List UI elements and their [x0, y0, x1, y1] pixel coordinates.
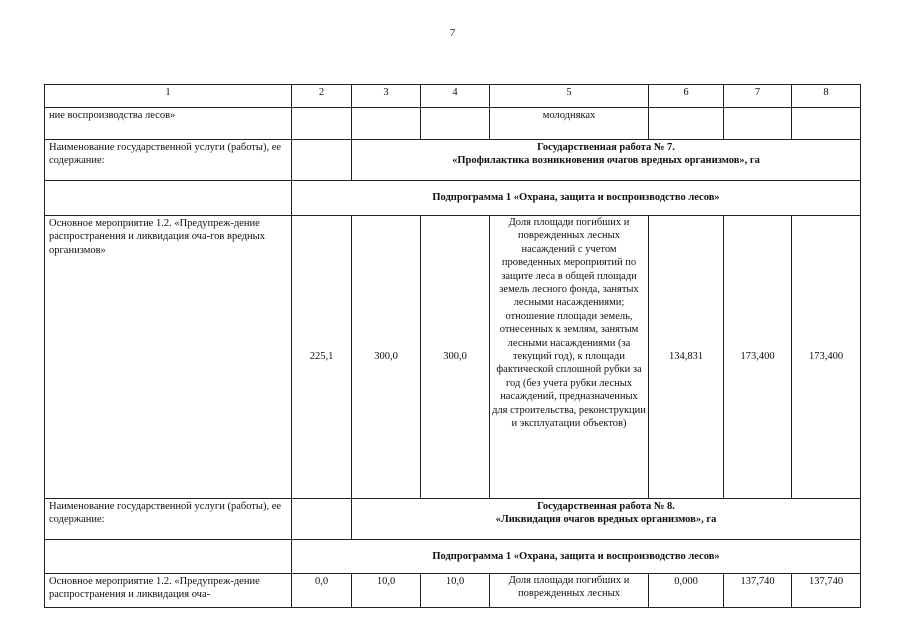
subprogram-header: Подпрограмма 1 «Охрана, защита и воспроизводство лесов» [292, 540, 861, 574]
header-col-3: 3 [352, 85, 421, 108]
header-col-4: 4 [421, 85, 490, 108]
value-col3: 300,0 [352, 216, 421, 499]
header-col-5: 5 [490, 85, 649, 108]
value-col6: 0,000 [649, 574, 724, 608]
program-table [44, 84, 861, 608]
work-8-header [352, 499, 861, 540]
subprogram-header: Подпрограмма 1 «Охрана, защита и воспроизводство лесов» [292, 181, 861, 216]
table-row [45, 499, 861, 540]
measure-label: Основное мероприятие 1.2. «Предупреж-дение распространения и ликвидация оча- [45, 574, 292, 608]
value-col4: 10,0 [421, 574, 490, 608]
indicator-description: Доля площади погибших и поврежденных лесных насаждений с учетом проведенных мероприятий по защите леса в общей площади земель лесного фонда, занятых лесными насаждениями; отношение площади земель, отнесенных к землям, занятым лесными насаждениями (за текущий год), к площади фактической сплошной рубки за год (без учета рубки лесных насаждений, предназначенных для строительства, реконструкции и эксплуатации объектов) [490, 216, 649, 499]
header-col-7: 7 [724, 85, 792, 108]
work-7-title: Государственная работа № 7. [537, 142, 675, 153]
value-col3: 10,0 [352, 574, 421, 608]
header-col-1: 1 [45, 85, 292, 108]
indicator-description: Доля площади погибших и поврежденных лесных [490, 574, 649, 608]
cont-col1: ние воспроизводства лесов» [45, 108, 292, 140]
table-row [45, 181, 861, 216]
work-8-title: Государственная работа № 8. [537, 501, 675, 512]
header-col-8: 8 [792, 85, 861, 108]
header-row [45, 85, 861, 108]
table-row [45, 140, 861, 181]
header-col-6: 6 [649, 85, 724, 108]
table-row [45, 216, 861, 499]
cont-col5: молодняках [490, 108, 649, 140]
value-col2: 225,1 [292, 216, 352, 499]
value-col2: 0,0 [292, 574, 352, 608]
page-number: 7 [449, 27, 456, 39]
value-col8: 173,400 [792, 216, 861, 499]
work-7-header [352, 140, 861, 181]
measure-label: Основное мероприятие 1.2. «Предупреж-дение распространения и ликвидация оча-гов вредных организмов» [45, 216, 292, 499]
value-col8: 137,740 [792, 574, 861, 608]
table-row [45, 108, 861, 140]
service-label: Наименование государственной услуги (работы), ее содержание: [45, 499, 292, 540]
table-row [45, 574, 861, 608]
value-col7: 137,740 [724, 574, 792, 608]
header-col-2: 2 [292, 85, 352, 108]
table-row [45, 540, 861, 574]
work-8-subtitle: «Ликвидация очагов вредных организмов», га [495, 514, 717, 526]
value-col6: 134,831 [649, 216, 724, 499]
value-col7: 173,400 [724, 216, 792, 499]
work-7-subtitle: «Профилактика возникновения очагов вредных организмов», га [452, 155, 760, 167]
value-col4: 300,0 [421, 216, 490, 499]
service-label: Наименование государственной услуги (работы), ее содержание: [45, 140, 292, 181]
